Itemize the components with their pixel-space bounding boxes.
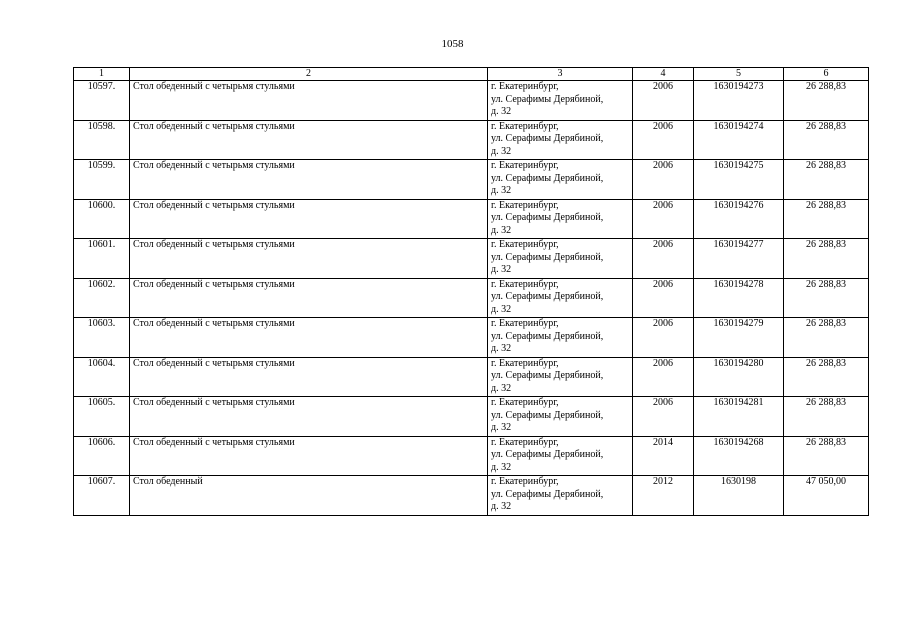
address-line: д. 32 <box>491 106 512 117</box>
item-year: 2006 <box>633 278 694 318</box>
item-year: 2012 <box>633 476 694 516</box>
table-row <box>74 120 869 160</box>
inventory-number: 1630194281 <box>694 397 784 437</box>
item-cost: 26 288,83 <box>784 397 869 437</box>
address-line: г. Екатеринбург, <box>491 318 559 329</box>
item-cost: 26 288,83 <box>784 239 869 279</box>
inventory-number: 1630194279 <box>694 318 784 358</box>
address-line: д. 32 <box>491 185 512 196</box>
address-line: ул. Серафимы Дерябиной, <box>491 93 604 105</box>
item-name: Стол обеденный <box>130 476 488 516</box>
page-number: 1058 <box>441 38 464 50</box>
row-number: 10606. <box>74 436 130 476</box>
address-line: г. Екатеринбург, <box>491 476 559 487</box>
item-name: Стол обеденный с четырьмя стульями <box>130 436 488 476</box>
item-name: Стол обеденный с четырьмя стульями <box>130 239 488 279</box>
row-number: 10601. <box>74 239 130 279</box>
table-row <box>74 199 869 239</box>
column-header-6: 6 <box>784 68 869 81</box>
item-cost: 26 288,83 <box>784 120 869 160</box>
column-header-1: 1 <box>74 68 130 81</box>
address-line: г. Екатеринбург, <box>491 278 559 290</box>
item-cost: 26 288,83 <box>784 436 869 476</box>
item-address <box>488 199 633 239</box>
address-line: г. Екатеринбург, <box>491 160 559 171</box>
row-number: 10602. <box>74 278 130 318</box>
address-line: д. 32 <box>491 145 512 157</box>
address-line: ул. Серафимы Дерябиной, <box>491 212 604 223</box>
item-name: Стол обеденный с четырьмя стульями <box>130 397 488 437</box>
inventory-number: 1630194273 <box>694 81 784 121</box>
inventory-number: 1630194268 <box>694 436 784 476</box>
item-year: 2006 <box>633 199 694 239</box>
item-cost: 26 288,83 <box>784 199 869 239</box>
inventory-number: 1630194280 <box>694 357 784 397</box>
inventory-number: 1630194277 <box>694 239 784 279</box>
table-header-row <box>74 68 869 81</box>
row-number: 10603. <box>74 318 130 358</box>
item-name: Стол обеденный с четырьмя стульями <box>130 357 488 397</box>
column-header-2: 2 <box>130 68 488 81</box>
address-line: д. 32 <box>491 422 512 433</box>
table-row <box>74 160 869 200</box>
address-line: д. 32 <box>491 461 512 473</box>
item-name: Стол обеденный с четырьмя стульями <box>130 120 488 160</box>
item-name: Стол обеденный с четырьмя стульями <box>130 81 488 121</box>
column-header-5: 5 <box>694 68 784 81</box>
item-year: 2006 <box>633 318 694 358</box>
row-number: 10600. <box>74 199 130 239</box>
address-line: ул. Серафимы Дерябиной, <box>491 449 604 460</box>
item-cost: 26 288,83 <box>784 160 869 200</box>
row-number: 10597. <box>74 81 130 121</box>
item-address <box>488 357 633 397</box>
table-row <box>74 278 869 318</box>
item-cost: 26 288,83 <box>784 318 869 358</box>
table-row <box>74 357 869 397</box>
item-year: 2006 <box>633 397 694 437</box>
row-number: 10605. <box>74 397 130 437</box>
item-year: 2006 <box>633 160 694 200</box>
address-line: г. Екатеринбург, <box>491 397 559 408</box>
table-row <box>74 239 869 279</box>
table-row <box>74 476 869 516</box>
address-line: д. 32 <box>491 382 512 394</box>
item-name: Стол обеденный с четырьмя стульями <box>130 278 488 318</box>
item-year: 2006 <box>633 81 694 121</box>
inventory-number: 1630194276 <box>694 199 784 239</box>
item-address <box>488 160 633 200</box>
item-address <box>488 120 633 160</box>
address-line: ул. Серафимы Дерябиной, <box>491 370 604 381</box>
address-line: ул. Серафимы Дерябиной, <box>491 330 604 342</box>
item-year: 2006 <box>633 120 694 160</box>
address-line: г. Екатеринбург, <box>491 81 559 92</box>
table-row <box>74 397 869 437</box>
item-year: 2006 <box>633 357 694 397</box>
row-number: 10598. <box>74 120 130 160</box>
inventory-number: 1630198 <box>694 476 784 516</box>
address-line: ул. Серафимы Дерябиной, <box>491 133 604 144</box>
address-line: ул. Серафимы Дерябиной, <box>491 172 604 184</box>
address-line: д. 32 <box>491 501 512 512</box>
item-address <box>488 397 633 437</box>
address-line: д. 32 <box>491 303 512 315</box>
table-row <box>74 436 869 476</box>
row-number: 10604. <box>74 357 130 397</box>
inventory-number: 1630194278 <box>694 278 784 318</box>
item-cost: 26 288,83 <box>784 357 869 397</box>
table-row <box>74 81 869 121</box>
address-line: ул. Серафимы Дерябиной, <box>491 409 604 421</box>
row-number: 10607. <box>74 476 130 516</box>
inventory-number: 1630194275 <box>694 160 784 200</box>
address-line: ул. Серафимы Дерябиной, <box>491 488 604 500</box>
item-name: Стол обеденный с четырьмя стульями <box>130 199 488 239</box>
address-line: ул. Серафимы Дерябиной, <box>491 291 604 302</box>
address-line: г. Екатеринбург, <box>491 120 559 132</box>
address-line: д. 32 <box>491 264 512 275</box>
table-row <box>74 318 869 358</box>
address-line: г. Екатеринбург, <box>491 436 559 448</box>
item-address <box>488 436 633 476</box>
address-line: г. Екатеринбург, <box>491 239 559 250</box>
address-line: д. 32 <box>491 343 512 354</box>
column-header-3: 3 <box>488 68 633 81</box>
item-year: 2014 <box>633 436 694 476</box>
address-line: г. Екатеринбург, <box>491 199 559 211</box>
item-cost: 26 288,83 <box>784 278 869 318</box>
property-registry-table <box>73 67 869 516</box>
item-address <box>488 81 633 121</box>
item-year: 2006 <box>633 239 694 279</box>
column-header-4: 4 <box>633 68 694 81</box>
item-address <box>488 476 633 516</box>
item-name: Стол обеденный с четырьмя стульями <box>130 318 488 358</box>
address-line: ул. Серафимы Дерябиной, <box>491 251 604 263</box>
item-cost: 26 288,83 <box>784 81 869 121</box>
row-number: 10599. <box>74 160 130 200</box>
item-address <box>488 239 633 279</box>
address-line: г. Екатеринбург, <box>491 357 559 369</box>
item-address <box>488 318 633 358</box>
inventory-number: 1630194274 <box>694 120 784 160</box>
item-name: Стол обеденный с четырьмя стульями <box>130 160 488 200</box>
item-cost: 47 050,00 <box>784 476 869 516</box>
item-address <box>488 278 633 318</box>
address-line: д. 32 <box>491 224 512 236</box>
